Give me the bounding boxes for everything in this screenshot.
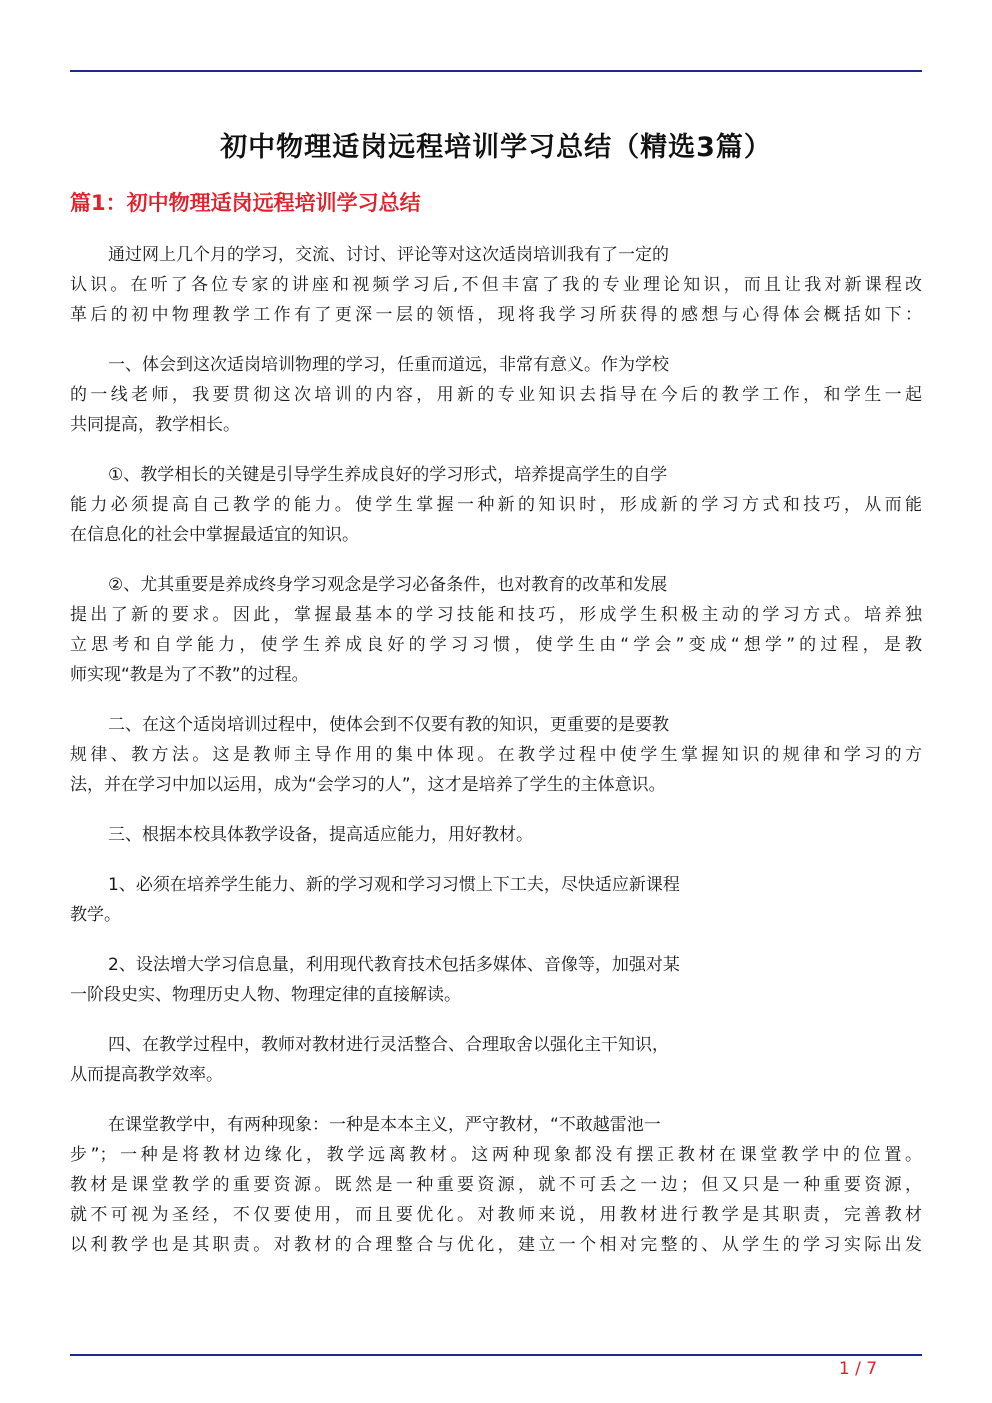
paragraph xyxy=(70,570,922,690)
paragraph xyxy=(70,1110,922,1260)
paragraph-line: 三、根据本校具体教学设备，提高适应能力，用好教材。 xyxy=(108,825,533,845)
paragraph-line: 规律、教方法。这是教师主导作用的集中体现。在教学过程中使学生掌握知识的规律和学习的方 xyxy=(70,745,922,765)
paragraph-line: 从而提高教学效率。 xyxy=(70,1065,223,1085)
document-body xyxy=(70,240,922,1280)
paragraph xyxy=(70,820,922,850)
paragraph-line: 师实现“教是为了不教”的过程。 xyxy=(70,665,309,685)
paragraph-line: 二、在这个适岗培训过程中，使体会到不仅要有教的知识，更重要的是要教 xyxy=(108,715,669,735)
paragraph-line: 在课堂教学中，有两种现象：一种是本本主义，严守教材，“不敢越雷池一 xyxy=(108,1115,661,1135)
paragraph-line: 共同提高，教学相长。 xyxy=(70,415,240,435)
paragraph xyxy=(70,240,922,330)
paragraph xyxy=(70,870,922,930)
paragraph-line: 的一线老师，我要贯彻这次培训的内容，用新的专业知识去指导在今后的教学工作，和学生一起 xyxy=(70,385,922,405)
paragraph-line: 一阶段史实、物理历史人物、物理定律的直接解读。 xyxy=(70,985,461,1005)
paragraph xyxy=(70,1030,922,1090)
paragraph xyxy=(70,950,922,1010)
paragraph-line: 教材是课堂教学的重要资源。既然是一种重要资源，就不可丢之一边；但又只是一种重要资源， xyxy=(70,1175,922,1195)
paragraph xyxy=(70,350,922,440)
paragraph-line: 认识。在听了各位专家的讲座和视频学习后,不但丰富了我的专业理论知识，而且让我对新课程改 xyxy=(70,275,922,295)
paragraph-line: ①、教学相长的关键是引导学生养成良好的学习形式，培养提高学生的自学 xyxy=(108,465,668,485)
paragraph-line: 2、设法增大学习信息量，利用现代教育技术包括多媒体、音像等，加强对某 xyxy=(108,955,680,975)
paragraph-line: 能力必须提高自己教学的能力。使学生掌握一种新的知识时，形成新的学习方式和技巧，从而能 xyxy=(70,495,922,515)
paragraph-line: 教学。 xyxy=(70,905,121,925)
section-heading: 篇1：初中物理适岗远程培训学习总结 xyxy=(70,191,421,215)
paragraph-line: 通过网上几个月的学习，交流、讨讨、评论等对这次适岗培训我有了一定的 xyxy=(108,245,669,265)
paragraph xyxy=(70,710,922,800)
paragraph-line: 立思考和自学能力，使学生养成良好的学习习惯，使学生由“学会”变成“想学”的过程，是教 xyxy=(70,635,922,655)
footer-rule xyxy=(70,1354,922,1356)
document-title: 初中物理适岗远程培训学习总结（精选3篇） xyxy=(220,132,772,163)
paragraph-line: 一、体会到这次适岗培训物理的学习，任重而道远，非常有意义。作为学校 xyxy=(108,355,669,375)
paragraph-line: 革后的初中物理教学工作有了更深一层的领悟，现将我学习所获得的感想与心得体会概括如下： xyxy=(70,305,922,325)
paragraph-line: 提出了新的要求。因此，掌握最基本的学习技能和技巧，形成学生积极主动的学习方式。培养独 xyxy=(70,605,922,625)
paragraph-line: 四、在教学过程中，教师对教材进行灵活整合、合理取舍以强化主干知识， xyxy=(108,1035,669,1055)
header-rule xyxy=(70,70,922,72)
paragraph-line: ②、尤其重要是养成终身学习观念是学习必备条件，也对教育的改革和发展 xyxy=(108,575,668,595)
paragraph-line: 以利教学也是其职责。对教材的合理整合与优化，建立一个相对完整的、从学生的学习实际出发 xyxy=(70,1235,922,1255)
paragraph-line: 就不可视为圣经，不仅要使用，而且要优化。对教师来说，用教材进行教学是其职责，完善教材 xyxy=(70,1205,922,1225)
paragraph-line: 在信息化的社会中掌握最适宜的知识。 xyxy=(70,525,359,545)
paragraph-line: 法，并在学习中加以运用，成为“会学习的人”，这才是培养了学生的主体意识。 xyxy=(70,775,666,795)
paragraph-line: 步”；一种是将教材边缘化，教学远离教材。这两种现象都没有摆正教材在课堂教学中的位置。 xyxy=(70,1145,922,1165)
page-indicator: 1 / 7 xyxy=(838,1359,878,1379)
paragraph xyxy=(70,460,922,550)
paragraph-line: 1、必须在培养学生能力、新的学习观和学习习惯上下工夫，尽快适应新课程 xyxy=(108,875,680,895)
